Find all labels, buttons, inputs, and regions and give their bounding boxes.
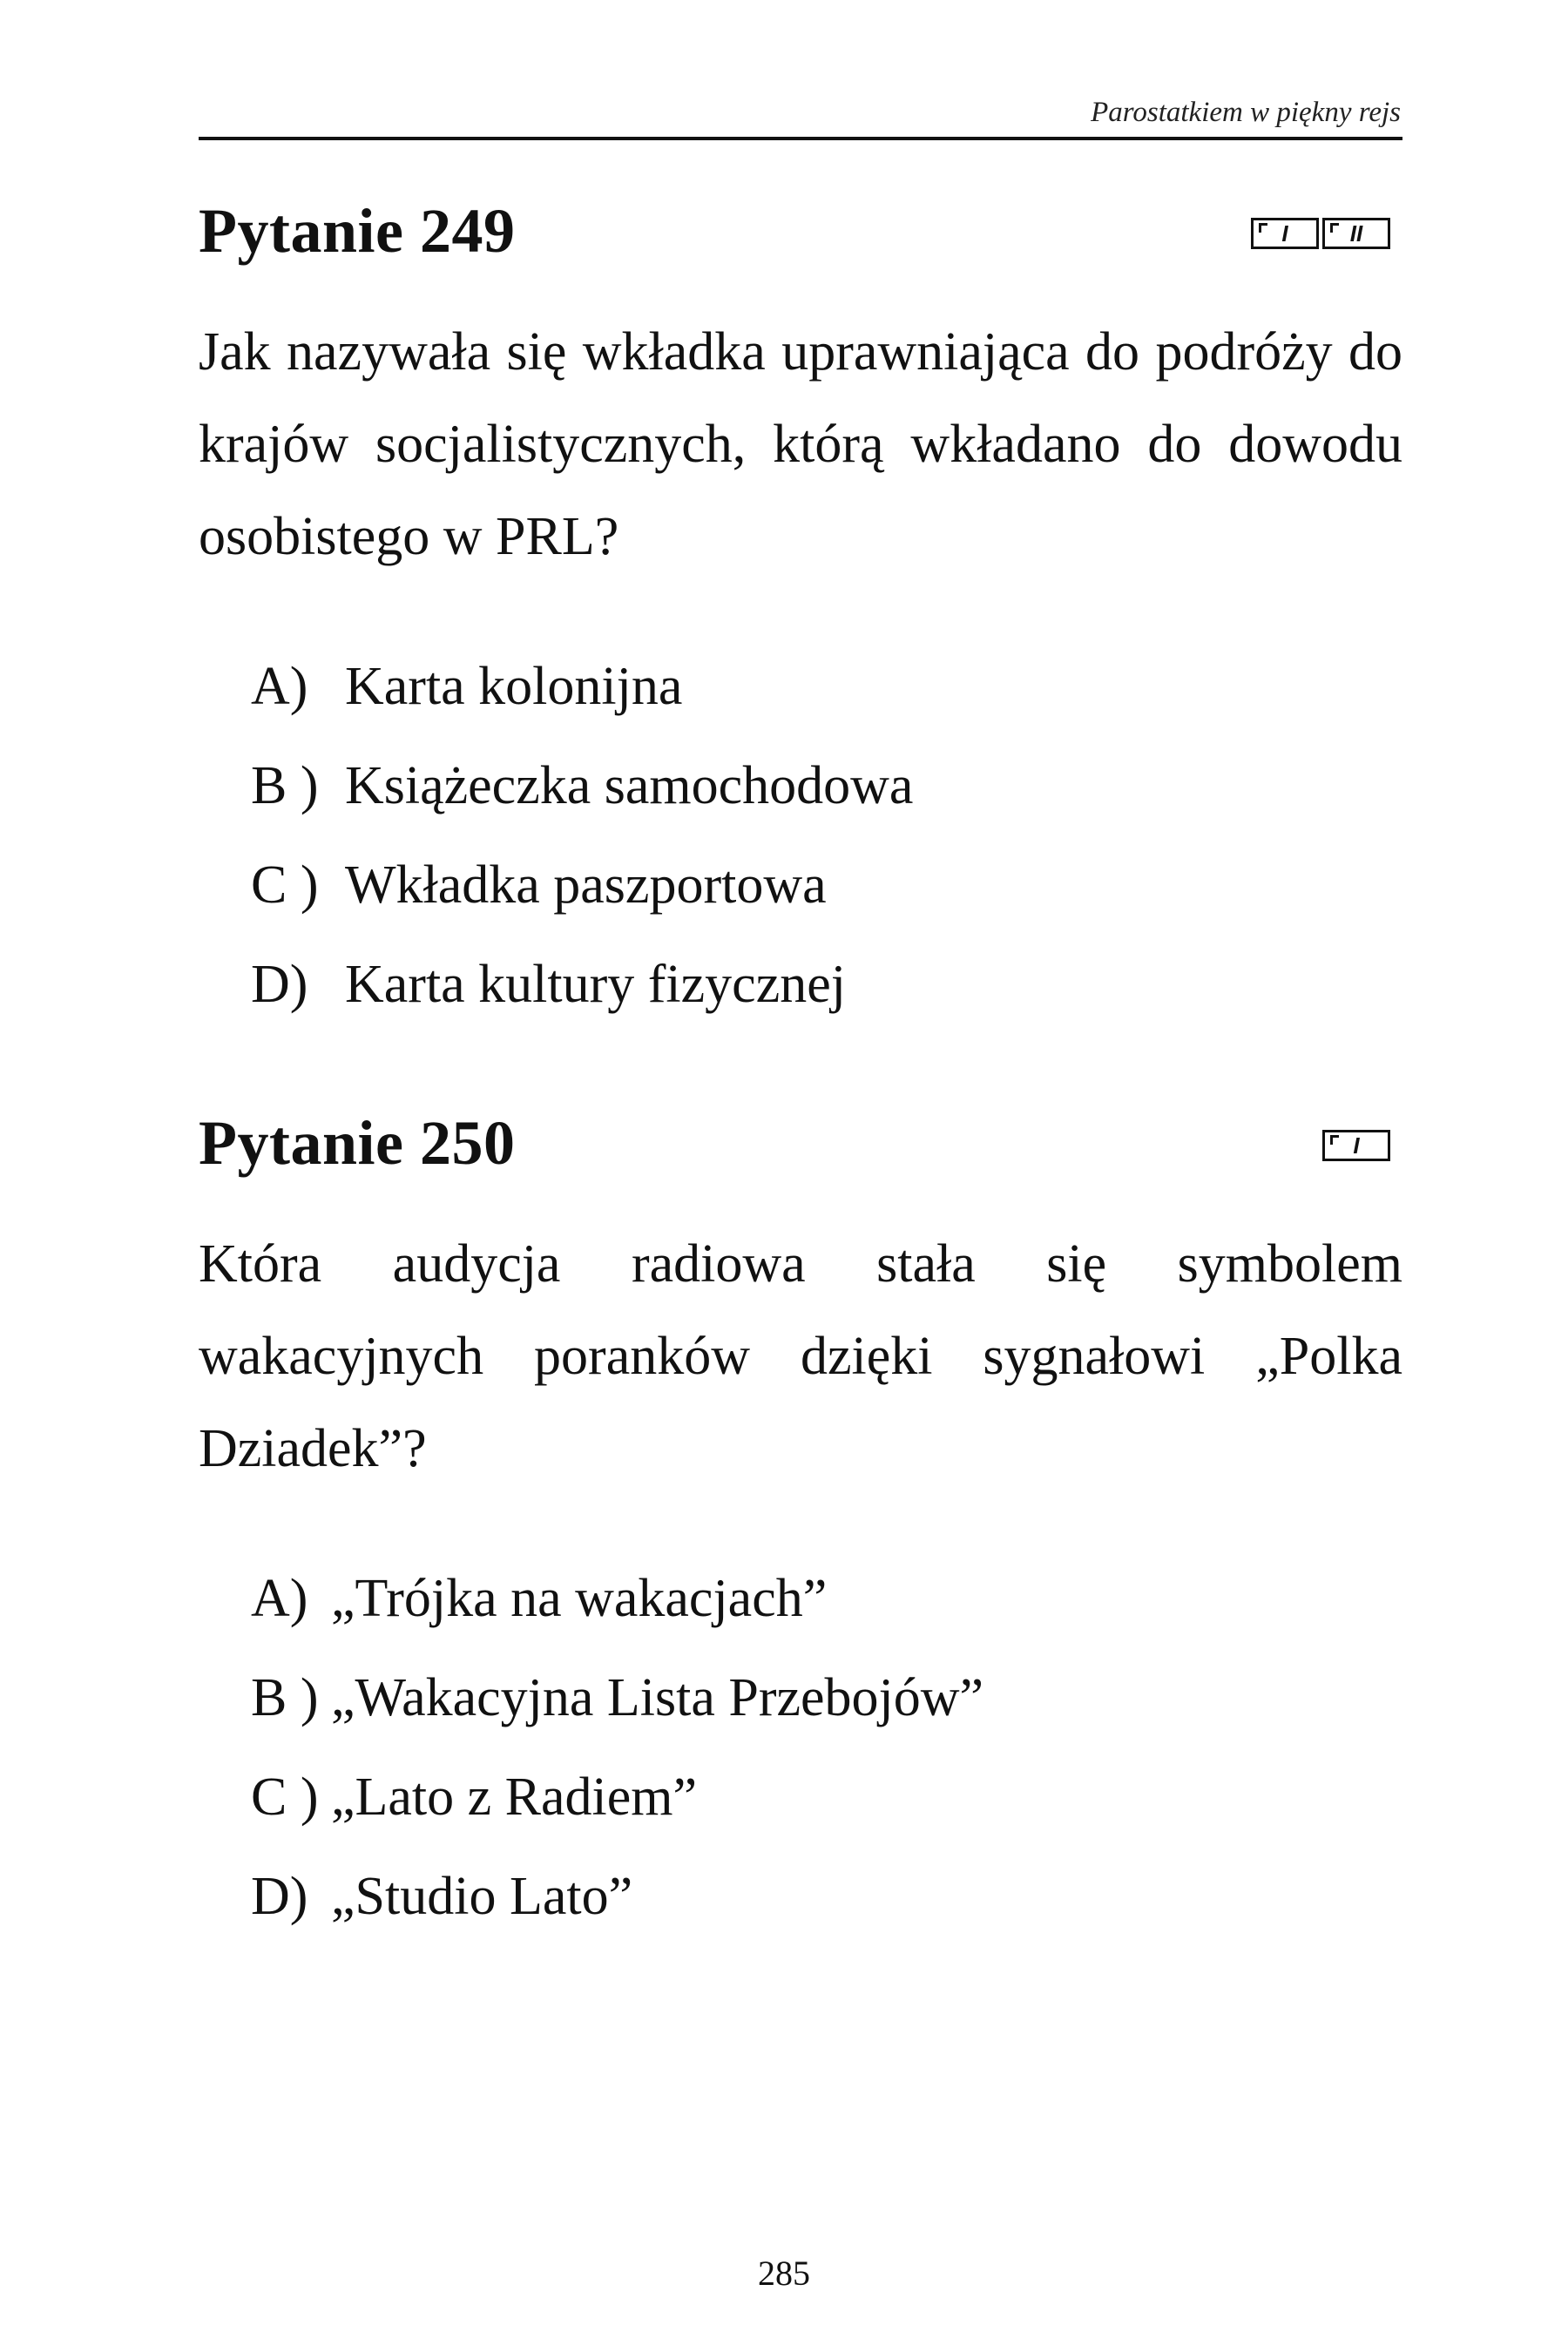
answer-text: „Wakacyjna Lista Przebojów” (331, 1668, 984, 1727)
question-heading (199, 187, 1402, 283)
answer-letter: A) (251, 657, 308, 716)
answer-text: „Studio Lato” (331, 1867, 633, 1926)
question-250 (199, 1099, 1402, 1946)
level-badge-icon: II (1322, 218, 1390, 249)
question-text: Jak nazywała się wkładka uprawniająca do podróży do krajów socjalistycznych, którą wkładano do dowodu osobistego w PRL? (199, 322, 1402, 566)
difficulty-levels (1322, 1130, 1390, 1161)
answer-letter: C ) (251, 1767, 319, 1827)
answer-letter: A) (251, 1569, 308, 1628)
question-title: Pytanie 249 (199, 196, 516, 266)
answer-text: Karta kultury fizycznej (345, 955, 846, 1014)
answer-b (251, 736, 1402, 835)
answer-list (199, 1549, 1402, 1946)
answer-letter: D) (251, 955, 308, 1014)
header-rule (199, 137, 1402, 140)
question-text: Która audycja radiowa stała się symbolem wakacyjnych poranków dzięki sygnałowi „Polka Dziadek”? (199, 1234, 1402, 1478)
answer-c (251, 1747, 1402, 1847)
answer-letter: D) (251, 1867, 308, 1926)
difficulty-levels (1251, 218, 1390, 249)
answer-text: Książeczka samochodowa (345, 756, 914, 815)
answer-letter: B ) (251, 1668, 319, 1727)
question-249 (199, 187, 1402, 1034)
answer-text: Wkładka paszportowa (345, 855, 827, 915)
level-badge-icon: I (1251, 218, 1319, 249)
answer-a (251, 637, 1402, 736)
answer-d (251, 1847, 1402, 1946)
answer-list (199, 637, 1402, 1034)
answer-a (251, 1549, 1402, 1648)
page-number: 285 (758, 2254, 810, 2293)
answer-letter: B ) (251, 756, 319, 815)
answer-text: „Trójka na wakacjach” (331, 1569, 828, 1628)
answer-text: „Lato z Radiem” (331, 1767, 698, 1827)
answer-c (251, 835, 1402, 935)
answer-text: Karta kolonijna (345, 657, 683, 716)
question-heading (199, 1099, 1402, 1195)
answer-d (251, 935, 1402, 1034)
answer-b (251, 1648, 1402, 1747)
answer-letter: C ) (251, 855, 319, 915)
question-title: Pytanie 250 (199, 1108, 516, 1178)
running-header: Parostatkiem w piękny rejs (1091, 97, 1401, 128)
level-badge-icon: I (1322, 1130, 1390, 1161)
